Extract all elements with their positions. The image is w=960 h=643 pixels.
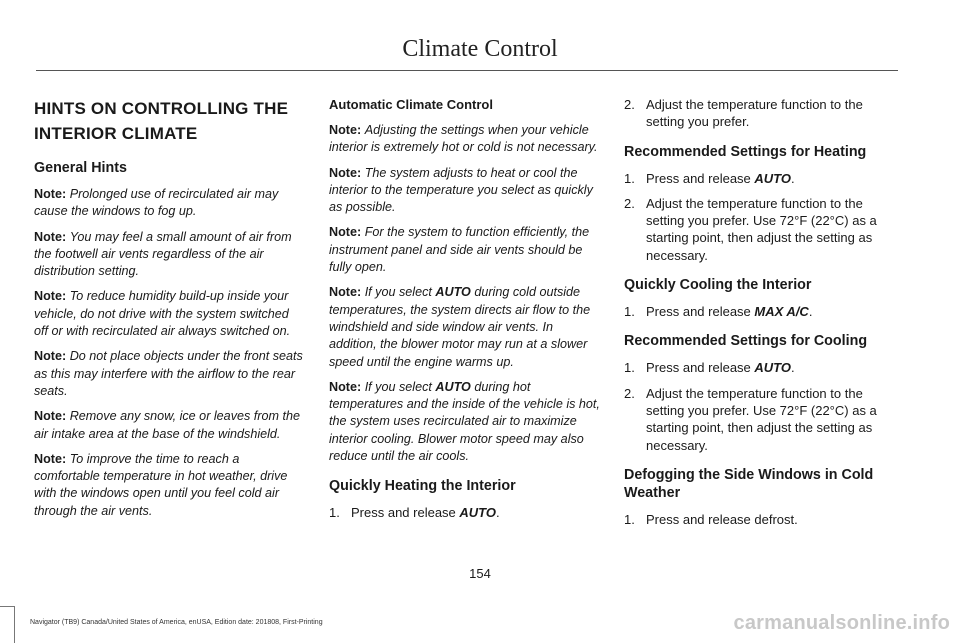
section-heading	[34, 96, 306, 146]
recommended-cooling-heading: Recommended Settings for Cooling	[624, 333, 868, 350]
automatic-climate-heading: Automatic Climate Control	[329, 97, 493, 112]
auto-button-label: AUTO	[754, 360, 792, 376]
quick-cooling-heading: Quickly Cooling the Interior	[624, 277, 812, 294]
note-paragraph: Note: For the system to function efficiently, the instrument panel and side air vents should be fully open.	[329, 225, 590, 275]
step-item: 1. Press and release AUTO.	[624, 170, 795, 186]
watermark-text: carmanualsonline.info	[733, 612, 950, 634]
step-item: 1. Press and release defrost.	[624, 511, 798, 527]
step-item: 2. Adjust the temperature function to the setting you prefer.	[624, 97, 863, 130]
page-number: 154	[469, 566, 491, 581]
note-paragraph: Note: Do not place objects under the front seats as this may interfere with the airflow to the rear seats.	[34, 349, 303, 398]
note-paragraph: Note: To reduce humidity build-up inside your vehicle, do not drive with the system switched off or with recirculated air always switched on.	[34, 289, 291, 339]
auto-button-label: AUTO	[435, 285, 471, 300]
step-item: 1. Press and release AUTO.	[329, 505, 500, 521]
section-heading-line2: INTERIOR CLIMATE	[34, 124, 198, 143]
step-item: 1. Press and release AUTO.	[624, 360, 795, 376]
note-paragraph: Note: If you select AUTO during hot temperatures and the inside of the vehicle is hot, the system uses recirculated air to maximize interior cooling. Blower motor speed may also reduce until the air cools.	[329, 379, 600, 464]
note-paragraph: Note: Remove any snow, ice or leaves from the air intake area at the base of the windshield.	[34, 409, 300, 441]
crop-mark	[0, 606, 15, 607]
note-paragraph: Note: Adjusting the settings when your vehicle interior is extremely hot or cold is not necessary.	[329, 123, 598, 155]
auto-button-label: AUTO	[459, 505, 497, 521]
column-2	[329, 96, 601, 530]
auto-button-label: AUTO	[754, 170, 792, 186]
note-paragraph: Note: To improve the time to reach a comfortable temperature in hot weather, drive with the windows open until you feel cold air through the air vents.	[34, 451, 288, 518]
step-item: 2. Adjust the temperature function to the setting you prefer. Use 72°F (22°C) as a starting point, then adjust the setting as necessary.	[624, 195, 877, 263]
crop-mark	[14, 606, 15, 643]
note-paragraph: Note: Prolonged use of recirculated air may cause the windows to fog up.	[34, 187, 279, 219]
note-paragraph: Note: The system adjusts to heat or cool the interior to the temperature you select as quickly as possible.	[329, 165, 593, 215]
general-hints-heading: General Hints	[34, 160, 127, 176]
step-item: 1. Press and release MAX A/C.	[624, 304, 813, 320]
note-paragraph: Note: You may feel a small amount of air from the footwell air vents regardless of the air distribution setting.	[34, 229, 292, 279]
column-1	[34, 96, 306, 528]
note-paragraph: Note: If you select AUTO during cold outside temperatures, the system directs air flow to the windshield and side window air vents. In addition, the blower motor may run at a slower speed until the engine warms up.	[329, 285, 591, 369]
page-header-title: Climate Control	[402, 36, 558, 62]
quick-heating-heading: Quickly Heating the Interior	[329, 478, 516, 495]
defogging-heading: Defogging the Side Windows in Cold Weather	[624, 466, 874, 501]
footer-edition-text: Navigator (TB9) Canada/United States of America, enUSA, Edition date: 201808, First-Printing	[30, 619, 323, 626]
recommended-heating-heading: Recommended Settings for Heating	[624, 143, 867, 160]
step-item: 2. Adjust the temperature function to the setting you prefer. Use 72°F (22°C) as a starting point, then adjust the setting as necessary.	[624, 385, 877, 453]
column-3	[624, 96, 896, 536]
max-ac-button-label: MAX A/C	[754, 304, 809, 320]
auto-button-label: AUTO	[435, 379, 471, 394]
header-divider	[36, 70, 898, 71]
section-heading-line1: HINTS ON CONTROLLING THE	[34, 99, 289, 118]
